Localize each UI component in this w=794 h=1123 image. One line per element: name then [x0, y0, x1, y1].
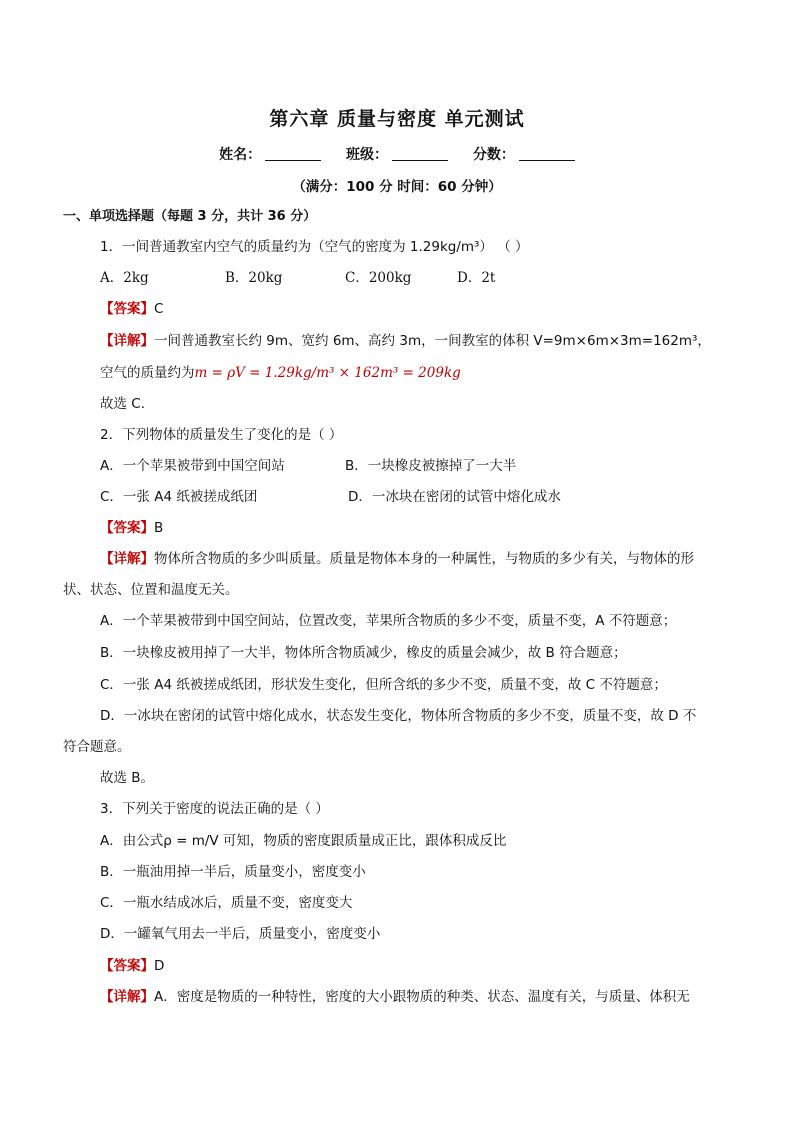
answer-tag: 【答案】 — [100, 520, 154, 536]
class-label: 班级： — [346, 147, 388, 163]
q2-options-row1 — [100, 456, 516, 476]
q2-option-c: C．一张 A4 纸被搓成纸团 — [100, 489, 258, 505]
q2-analysis-a: A．一个苹果被带到中国空间站，位置改变，苹果所含物质的多少不变，质量不变，A 不符题意； — [100, 613, 677, 629]
q3-detail-text: A．密度是物质的一种特性，密度的大小跟物质的种类、状态、温度有关，与质量、体积无 — [154, 989, 690, 1005]
q1-conclusion: 故选 C． — [100, 396, 155, 412]
q2-conclusion: 故选 B。 — [100, 770, 155, 786]
exam-meta: （满分：100 分 时间：60 分钟） — [292, 179, 502, 195]
name-label: 姓名： — [219, 147, 262, 163]
class-field — [346, 144, 448, 164]
q1-formula: m = ρV = 1.29kg/m³ × 162m³ = 209kg — [194, 365, 461, 381]
student-info-row — [0, 144, 794, 164]
name-field — [219, 144, 321, 164]
q3-option-b: B．一瓶油用掉一半后，质量变小，密度变小 — [100, 864, 366, 880]
q1-options — [100, 268, 495, 288]
q2-detail-2: 状、状态、位置和温度无关。 — [63, 582, 239, 598]
answer-tag: 【答案】 — [100, 958, 154, 974]
q2-analysis-b: B．一块橡皮被用掉了一大半，物体所含物质减少，橡皮的质量会减少，故 B 符合题意； — [100, 645, 627, 661]
answer-tag: 【答案】 — [100, 301, 154, 317]
q1-detail-text: 一间普通教室长约 9m、宽约 6m、高约 3m，一间教室的体积 V=9m×6m×3m=162m³， — [154, 333, 711, 349]
q1-option-d: D．2t — [457, 270, 496, 286]
detail-tag: 【详解】 — [100, 989, 154, 1005]
class-blank[interactable] — [392, 146, 448, 161]
q1-answer — [100, 299, 163, 319]
q1-option-a: A．2kg — [100, 270, 149, 286]
q3-option-c: C．一瓶水结成冰后，质量不变，密度变大 — [100, 895, 353, 911]
page-title: 第六章 质量与密度 单元测试 — [269, 108, 525, 130]
q2-detail-1 — [100, 549, 694, 569]
score-label: 分数： — [472, 147, 515, 163]
q3-stem: 3．下列关于密度的说法正确的是（ ） — [100, 801, 329, 817]
q2-option-a: A．一个苹果被带到中国空间站 — [100, 458, 285, 474]
q2-answer-value: B — [154, 520, 164, 536]
q2-analysis-d: D．一冰块在密闭的试管中熔化成水，状态发生变化，物体所含物质的多少不变，质量不变，故 D 不 — [100, 708, 697, 724]
q2-detail-text: 物体所含物质的多少叫质量。质量是物体本身的一种属性，与物质的多少有关，与物体的形 — [154, 551, 694, 567]
q1-answer-value: C — [154, 301, 164, 317]
detail-tag: 【详解】 — [100, 551, 154, 567]
q1-stem: 1．一间普通教室内空气的质量约为（空气的密度为 1.29kg/m³） （ ） — [100, 239, 529, 255]
q2-analysis-d-cont: 符合题意。 — [63, 739, 131, 755]
q1-detail-prefix: 空气的质量约为 — [100, 365, 195, 381]
q3-answer — [100, 956, 164, 976]
q1-detail-1 — [100, 331, 711, 351]
q3-option-d: D．一罐氧气用去一半后，质量变小，密度变小 — [100, 926, 381, 942]
q2-option-d: D．一冰块在密闭的试管中熔化成水 — [348, 489, 561, 505]
q2-answer — [100, 518, 163, 538]
name-blank[interactable] — [265, 146, 321, 161]
q1-option-b: B．20kg — [225, 270, 283, 286]
q2-option-b: B．一块橡皮被擦掉了一大半 — [345, 458, 517, 474]
q2-options-row2 — [100, 487, 561, 507]
score-field — [473, 144, 575, 164]
score-blank[interactable] — [519, 146, 575, 161]
q3-detail-1 — [100, 987, 690, 1007]
q2-stem: 2．下列物体的质量发生了变化的是（ ） — [100, 427, 343, 443]
detail-tag: 【详解】 — [100, 333, 154, 349]
q1-detail-2 — [100, 363, 461, 383]
q3-option-a: A．由公式ρ = m/V 可知，物质的密度跟质量成正比，跟体积成反比 — [100, 833, 507, 849]
section-title: 一、单项选择题（每题 3 分，共计 36 分） — [63, 209, 317, 224]
q2-analysis-c: C．一张 A4 纸被搓成纸团，形状发生变化，但所含纸的多少不变，质量不变，故 C 不符题意； — [100, 677, 667, 693]
q3-answer-value: D — [154, 958, 165, 974]
q1-option-c: C．200kg — [345, 270, 412, 286]
